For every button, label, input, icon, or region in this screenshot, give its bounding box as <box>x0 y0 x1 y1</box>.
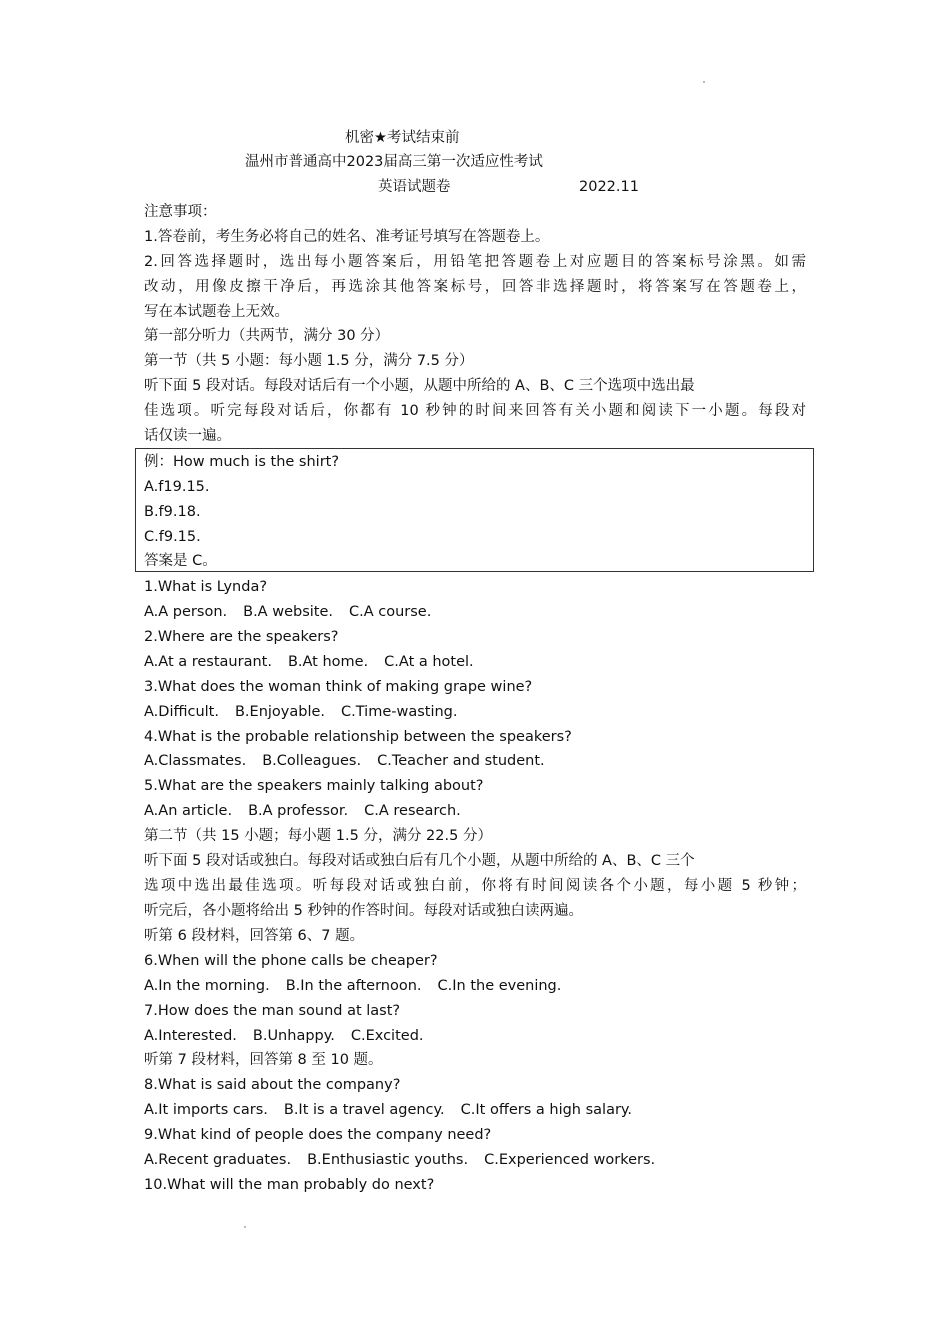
example-option-c: C.f9.15. <box>144 529 201 545</box>
option-b: B.Enjoyable. <box>234 704 326 720</box>
material-6-instruction: 听第 6 段材料，回答第 6、7 题。 <box>144 928 365 944</box>
question-10: 10.What will the man probably do next? <box>144 1177 435 1193</box>
option-b: B.At home. <box>287 654 369 670</box>
example-question: 例：How much is the shirt? <box>144 454 340 470</box>
scan-speck <box>703 81 705 83</box>
question-7: 7.How does the man sound at last? <box>144 1003 401 1019</box>
option-c: C.It offers a high salary. <box>460 1102 633 1118</box>
question-6: 6.When will the phone calls be cheaper? <box>144 953 438 969</box>
question-5: 5.What are the speakers mainly talking about? <box>144 778 484 794</box>
part1-title: 第一部分听力（共两节，满分 30 分） <box>144 328 390 344</box>
question-9-options <box>144 1150 655 1170</box>
option-c: C.In the evening. <box>437 978 562 994</box>
question-2: 2.Where are the speakers? <box>144 629 339 645</box>
question-3: 3.What does the woman think of making grape wine? <box>144 679 533 695</box>
question-4: 4.What is the probable relationship between the speakers? <box>144 729 572 745</box>
option-c: C.Excited. <box>350 1028 424 1044</box>
option-a: A.Classmates. <box>144 753 247 769</box>
question-8-options <box>144 1100 632 1120</box>
option-b: B.In the afternoon. <box>285 978 422 994</box>
question-5-options <box>144 801 461 821</box>
option-b: B.A website. <box>243 604 333 620</box>
option-b: B.Colleagues. <box>262 753 362 769</box>
section2-instruction-line-3: 听完后，各小题将给出 5 秒钟的作答时间。每段对话或独白读两遍。 <box>144 903 583 919</box>
option-c: C.At a hotel. <box>384 654 474 670</box>
exam-title: 温州市普通高中2023届高三第一次适应性考试 <box>245 154 543 170</box>
question-7-options <box>144 1026 424 1046</box>
question-2-options <box>144 652 474 672</box>
question-6-options <box>144 976 561 996</box>
option-c: C.A course. <box>349 604 432 620</box>
option-b: B.Unhappy. <box>252 1028 335 1044</box>
question-8: 8.What is said about the company? <box>144 1077 401 1093</box>
notice-item-1: 1.答卷前，考生务必将自己的姓名、准考证号填写在答题卷上。 <box>144 229 550 245</box>
section1-instruction-line-2: 佳选项。听完每段对话后，你都有 10 秒钟的时间来回答有关小题和阅读下一小题。每段对 <box>144 403 806 419</box>
confidential-mark: 机密★考试结束前 <box>345 130 460 146</box>
material-7-instruction: 听第 7 段材料，回答第 8 至 10 题。 <box>144 1052 383 1068</box>
option-a: A.Interested. <box>144 1028 237 1044</box>
question-9: 9.What kind of people does the company need? <box>144 1127 492 1143</box>
question-3-options <box>144 702 458 722</box>
option-c: C.A research. <box>364 803 461 819</box>
section2-instruction-line-1: 听下面 5 段对话或独白。每段对话或独白后有几个小题，从题中所给的 A、B、C 三个 <box>144 853 695 869</box>
option-b: B.Enthusiastic youths. <box>307 1152 469 1168</box>
section1-instruction-line-3: 话仅读一遍。 <box>144 428 231 444</box>
paper-name: 英语试题卷 <box>378 179 451 195</box>
question-1: 1.What is Lynda? <box>144 579 268 595</box>
example-option-a: A.f19.15. <box>144 479 210 495</box>
option-a: A.At a restaurant. <box>144 654 272 670</box>
notice-item-2-line-2: 改动，用像皮擦干净后，再选涂其他答案标号，回答非选择题时，将答案写在答题卷上， <box>144 279 806 295</box>
example-answer: 答案是 C。 <box>144 553 217 569</box>
option-a: A.Difficult. <box>144 704 219 720</box>
example-option-b: B.f9.18. <box>144 504 201 520</box>
question-1-options <box>144 602 431 622</box>
option-c: C.Experienced workers. <box>484 1152 656 1168</box>
option-a: A.It imports cars. <box>144 1102 268 1118</box>
notice-item-2-line-3: 写在本试题卷上无效。 <box>144 304 289 320</box>
section2-instruction-line-2: 选项中选出最佳选项。听每段对话或独白前，你将有时间阅读各个小题，每小题 5 秒钟； <box>144 878 806 894</box>
option-a: A.Recent graduates. <box>144 1152 292 1168</box>
option-c: C.Time-wasting. <box>341 704 458 720</box>
notice-item-2-line-1: 2.回答选择题时，选出每小题答案后，用铅笔把答题卷上对应题目的答案标号涂黑。如需 <box>144 254 806 270</box>
option-a: A.A person. <box>144 604 228 620</box>
option-a: A.An article. <box>144 803 233 819</box>
section1-instruction-line-1: 听下面 5 段对话。每段对话后有一个小题，从题中所给的 A、B、C 三个选项中选出最 <box>144 378 695 394</box>
exam-date: 2022.11 <box>579 179 639 195</box>
option-a: A.In the morning. <box>144 978 270 994</box>
scan-speck <box>244 1226 246 1228</box>
option-b: B.A professor. <box>248 803 349 819</box>
option-c: C.Teacher and student. <box>377 753 545 769</box>
question-4-options <box>144 751 545 771</box>
option-b: B.It is a travel agency. <box>283 1102 445 1118</box>
section1-title: 第一节（共 5 小题：每小题 1.5 分，满分 7.5 分） <box>144 353 474 369</box>
notice-title: 注意事项： <box>144 204 217 220</box>
section2-title: 第二节（共 15 小题；每小题 1.5 分，满分 22.5 分） <box>144 828 492 844</box>
